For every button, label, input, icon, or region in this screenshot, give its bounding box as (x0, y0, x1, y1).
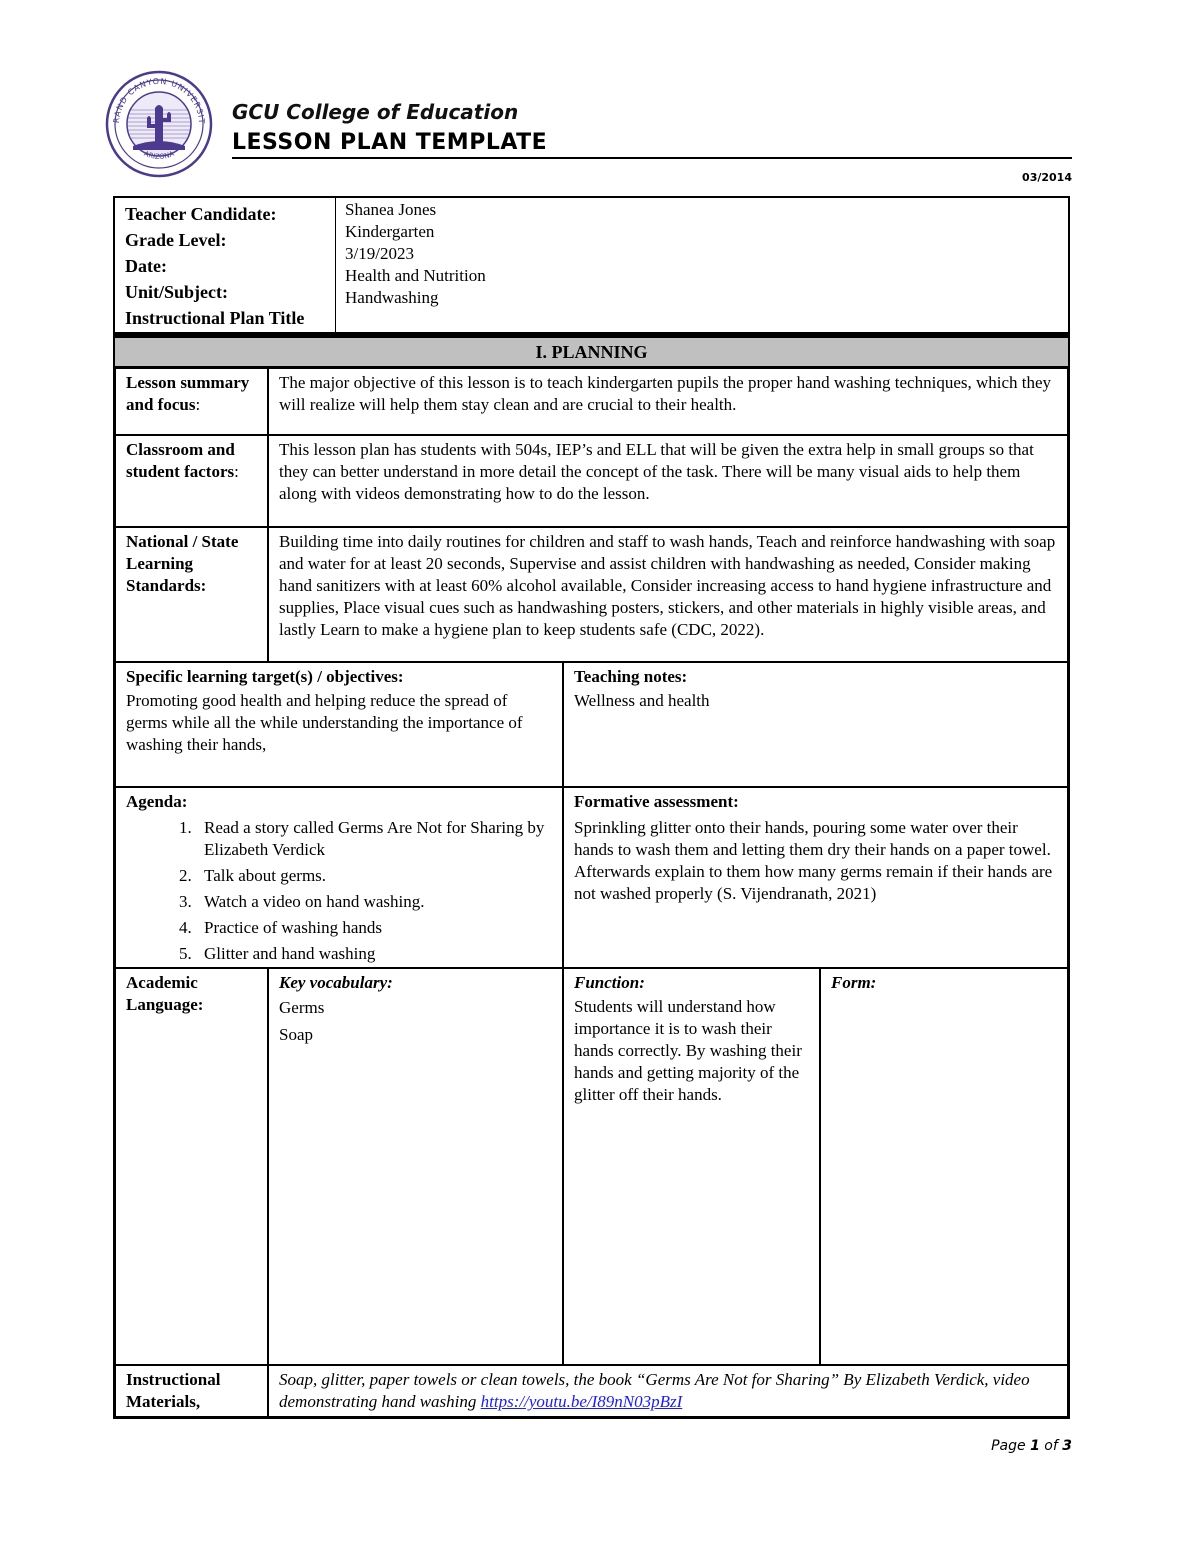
label-unit-subject: Unit/Subject: (125, 282, 228, 302)
header-divider (232, 157, 1072, 159)
function-text: Students will understand how importance it is to wash their hands correctly. By washing their hands and getting majority of the glitter off their hands. (574, 997, 802, 1104)
targets-label: Specific learning target(s) / objectives: (126, 667, 404, 686)
academic-language-label: Academic Language: (115, 968, 268, 1365)
lesson-summary-text: The major objective of this lesson is to teach kindergarten pupils the proper hand washing techniques, which they will realize will help them stay clean and are crucial to their health. (268, 368, 1068, 435)
college-name: GCU College of Education (232, 100, 519, 124)
template-title: LESSON PLAN TEMPLATE (232, 130, 548, 155)
classroom-label: Classroom and student factors (126, 440, 235, 481)
info-values (345, 199, 486, 309)
agenda-list (126, 817, 552, 965)
info-divider (335, 196, 336, 334)
notes-cell (563, 662, 1068, 787)
video-link[interactable]: https://youtu.be/I89nN03pBzI (480, 1392, 683, 1411)
value-unit-subject: Health and Nutrition (345, 266, 486, 285)
formative-label: Formative assessment: (574, 792, 739, 811)
function-label: Function: (574, 973, 645, 992)
value-teacher-candidate: Shanea Jones (345, 200, 437, 219)
formative-text: Sprinkling glitter onto their hands, pouring some water over their hands to wash them and letting them dry their hands on a paper towel. Afterwards explain to them how many germs remain if their hands are not washed properly (S. Vijendranath, 2021) (574, 818, 1053, 903)
materials-cell (268, 1365, 1068, 1417)
materials-label: Instructional Materials, (115, 1365, 268, 1417)
vocab-item: Soap (279, 1025, 313, 1044)
agenda-cell (115, 787, 563, 968)
vocab-item: Germs (279, 998, 325, 1017)
lesson-summary-label: Lesson summary and focus (126, 373, 250, 414)
agenda-item: 4. Practice of washing hands (196, 917, 552, 939)
materials-text: Soap, glitter, paper towels or clean towels, the book “Germs Are Not for Sharing” By Elizabeth Verdick, video demonstrating hand washing (279, 1370, 1030, 1411)
vocab-label: Key vocabulary: (279, 973, 393, 992)
formative-cell (563, 787, 1068, 968)
standards-text: Building time into daily routines for children and staff to wash hands, Teach and reinforce handwashing with soap and water for at least 20 seconds, Supervise and assist children with handwashing as needed, Consider making hand sanitizers with at least 60% alcohol available, Consider increasing access to hand hygiene infrastructure and supplies, Place visual cues such as handwashing posters, stickers, and other materials in highly visible areas, and lastly Learn to make a hygiene plan to keep students safe (CDC, 2022). (268, 527, 1068, 662)
svg-text:GRAND CANYON UNIVERSITY: RAND CANYON UNIVERSIT (111, 76, 207, 125)
label-plan-title: Instructional Plan Title (125, 308, 305, 328)
label-grade-level: Grade Level: (125, 230, 227, 250)
agenda-item: 5. Glitter and hand washing (196, 943, 552, 965)
info-labels (125, 201, 304, 331)
label-date: Date: (125, 256, 167, 276)
lesson-summary-label-cell (115, 368, 268, 435)
svg-text:ARIZONA: ARIZONA (142, 149, 176, 162)
vocab-cell (268, 968, 563, 1365)
notes-label: Teaching notes: (574, 667, 688, 686)
classroom-text: This lesson plan has students with 504s, IEP’s and ELL that will be given the extra help in small groups so that they can better understand in more detail the concept of the task. There will be many visual aids to help them along with videos demonstrating how to do the lesson. (268, 435, 1068, 527)
page-of: of (1044, 1438, 1058, 1454)
value-plan-title: Handwashing (345, 288, 439, 307)
targets-text: Promoting good health and helping reduce the spread of germs while all the while understanding the importance of washing their hands, (126, 691, 523, 754)
agenda-label: Agenda: (126, 792, 188, 811)
notes-text: Wellness and health (574, 691, 710, 710)
gcu-logo (105, 70, 213, 178)
page-number (991, 1438, 1072, 1454)
agenda-item: 2. Talk about germs. (196, 865, 552, 887)
label-teacher-candidate: Teacher Candidate: (125, 204, 277, 224)
form-cell (820, 968, 1068, 1365)
form-label: Form: (831, 973, 877, 992)
standards-label: National / State Learning Standards: (115, 527, 268, 662)
targets-cell (115, 662, 563, 787)
revision-date: 03/2014 (1022, 171, 1072, 184)
agenda-item: 1. Read a story called Germs Are Not for Sharing by Elizabeth Verdick (196, 817, 552, 861)
agenda-item: 3. Watch a video on hand washing. (196, 891, 552, 913)
gcu-seal-icon (105, 70, 213, 178)
page-current: 1 (1030, 1438, 1040, 1454)
page-total: 3 (1062, 1438, 1072, 1454)
classroom-colon: : (234, 462, 239, 481)
page-word: Page (991, 1438, 1026, 1454)
value-grade-level: Kindergarten (345, 222, 435, 241)
function-cell (563, 968, 820, 1365)
classroom-label-cell (115, 435, 268, 527)
planning-heading: I. PLANNING (115, 336, 1068, 368)
lesson-summary-colon: : (195, 395, 201, 414)
value-date: 3/19/2023 (345, 244, 414, 263)
